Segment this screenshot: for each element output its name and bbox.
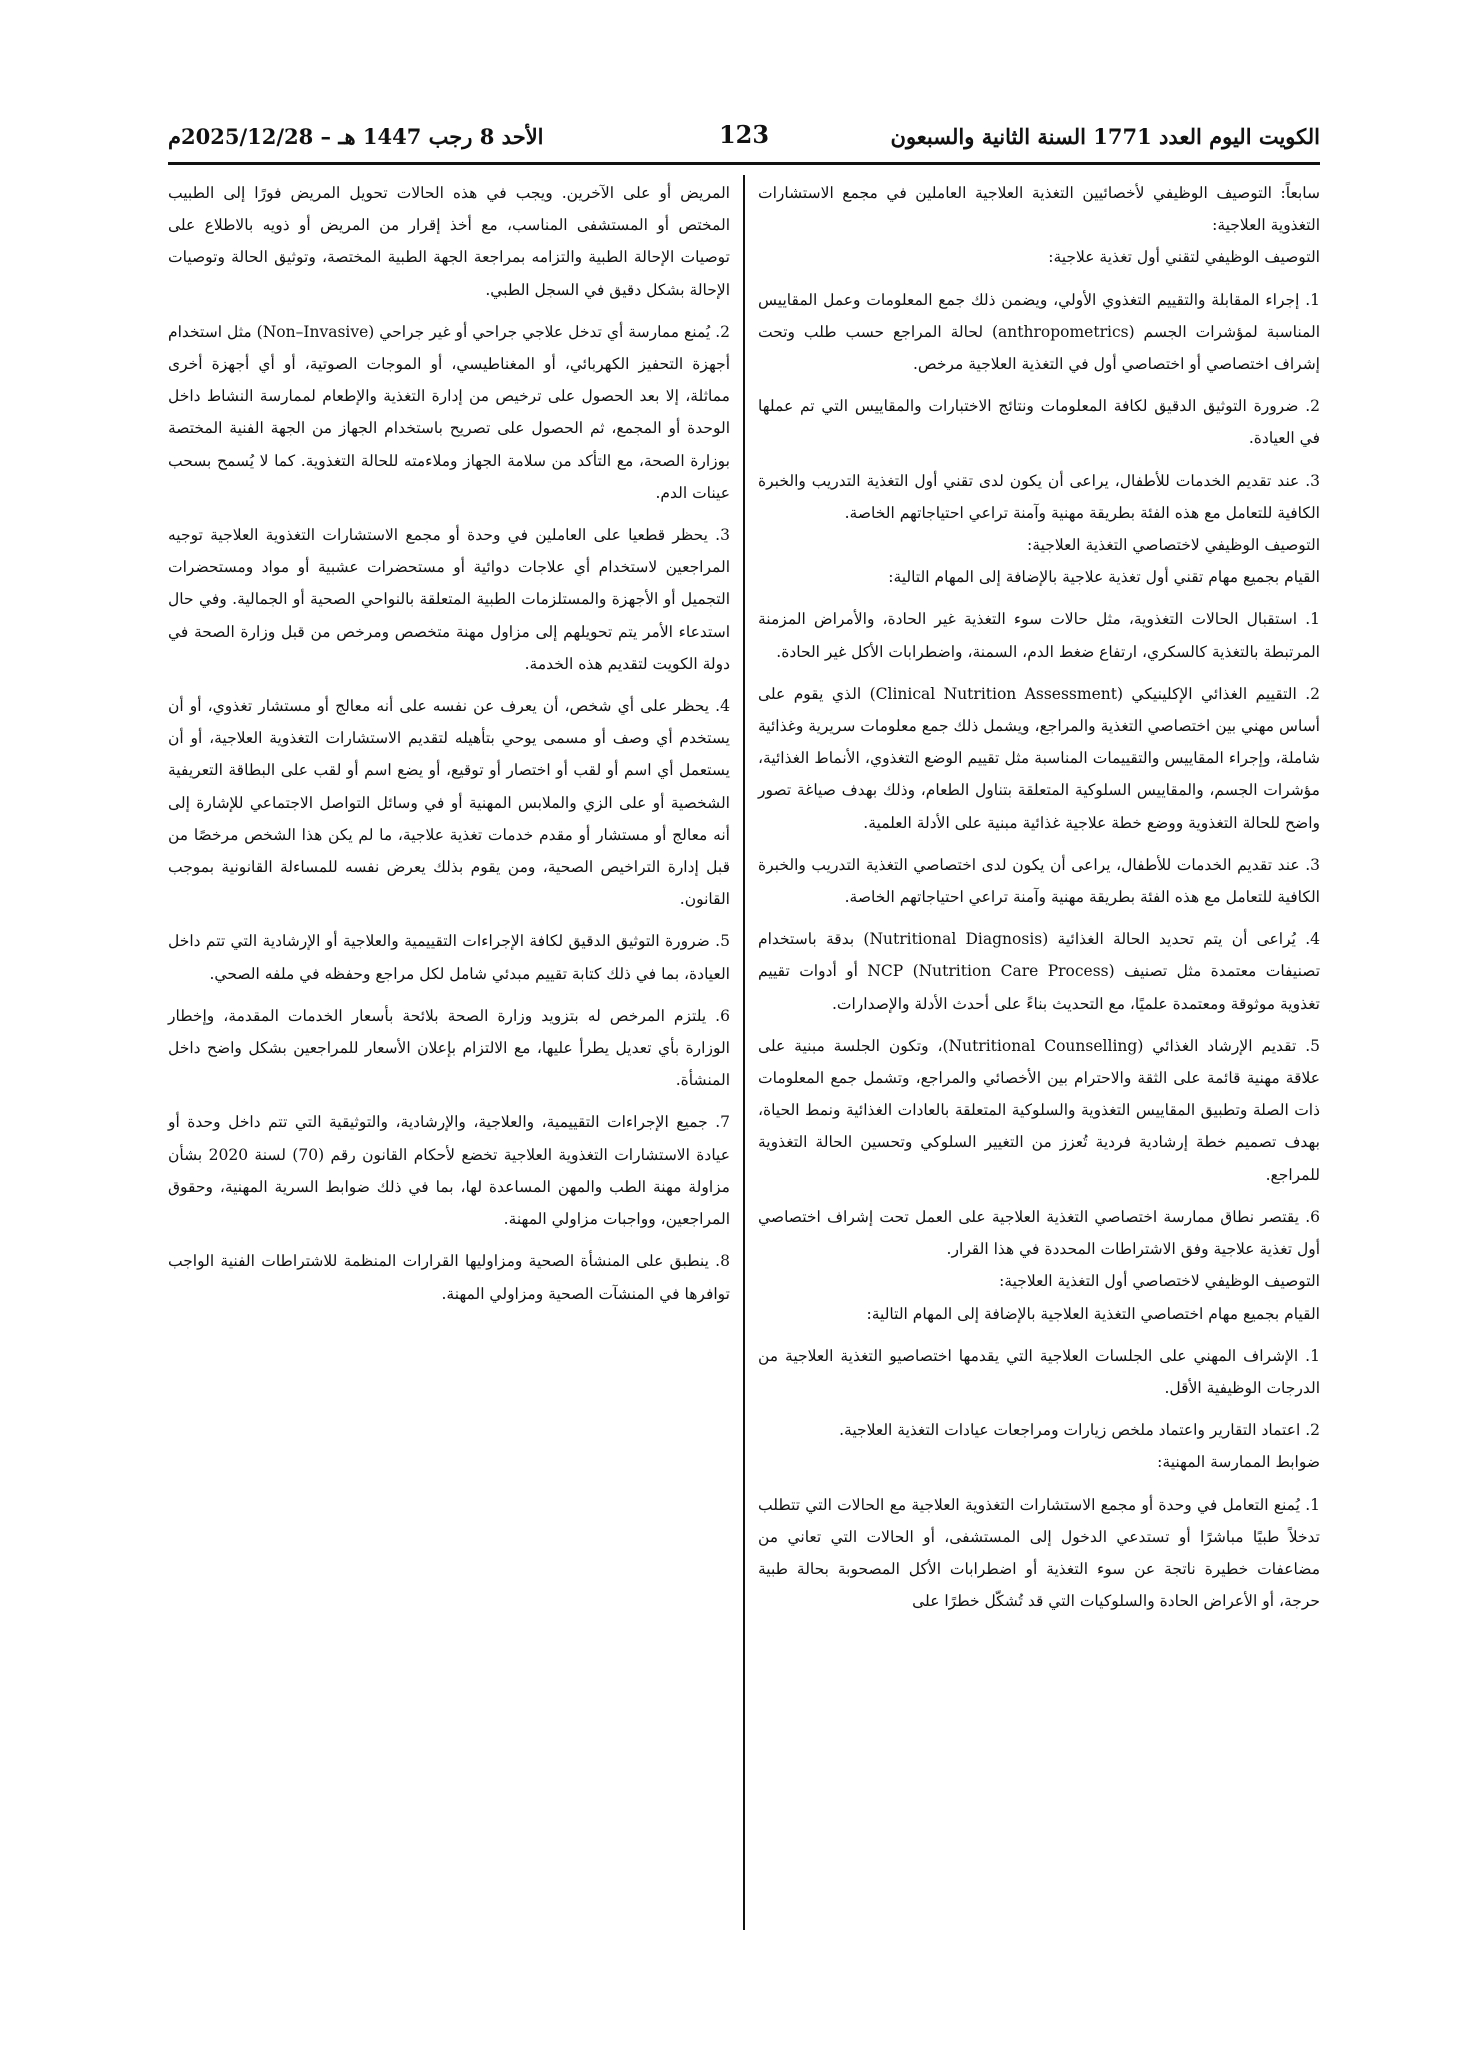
paragraph: 1. إجراء المقابلة والتقييم التغذوي الأولي، ويضمن ذلك جمع المعلومات وعمل المقاييس المناسبة لمؤشرات الجسم (anthropometrics) لحالة المراجع حسب طلب وتحت إشراف اختصاصي أو اختصاصي أول في التغذية العلاجية مرخص.: [758, 290, 1321, 374]
paragraph: 1. استقبال الحالات التغذوية، مثل حالات سوء التغذية غير الحادة، والأمراض المزمنة المرتبطة بالتغذية كالسكري، ارتفاع ضغط الدم، السمنة، واضطرابات الأكل غير الحادة.: [758, 610, 1320, 661]
paragraph: 7. جميع الإجراءات التقييمية، والعلاجية، والإرشادية، والتوثيقية التي تتم داخل وحدة أو عيادة الاستشارات التغذوية العلاجية تخضع لأحكام القانون رقم (70) لسنة 2020 بشأن مزاولة مهنة الطب والمهن المساعدة لها، بما في ذلك ضوابط السرية المهنية، وحقوق المراجعين، وواجبات مزاولي المهنة.: [168, 1113, 730, 1229]
issue-date: الأحد 8 رجب 1447 هـ – 2025/12/28م: [168, 124, 544, 149]
right-column: [758, 177, 1320, 1617]
paragraph: 2. التقييم الغذائي الإكلينيكي (Clinical Nutrition Assessment) الذي يقوم على أساس مهني بين اختصاصي التغذية والمراجع، ويشمل ذلك جمع معلومات سريرية وغذائية شاملة، وإجراء المقاييس والتقييمات المناسبة مثل تقييم الوضع التغذوي، الأنماط الغذائية، مؤشرات الجسم، والمقاييس السلوكية المتعلقة بتناول الطعام، وذلك بهدف صياغة تصور واضح للحالة التغذوية ووضع خطة علاجية غذائية مبنية على الأدلة العلمية.: [758, 684, 1321, 832]
paragraph: 2. اعتماد التقارير واعتماد ملخص زيارات ومراجعات عيادات التغذية العلاجية.: [839, 1421, 1320, 1440]
paragraph: القيام بجميع مهام تقني أول تغذية علاجية بالإضافة إلى المهام التالية:: [888, 568, 1320, 587]
paragraph: 2. يُمنع ممارسة أي تدخل علاجي جراحي أو غير جراحي (Non–Invasive) مثل استخدام أجهزة التحفيز الكهربائي، أو المغناطيسي، أو الموجات الصوتية، أو أي أجهزة أخرى مماثلة، إلا بعد الحصول على ترخيص من إدارة التغذية والإطعام لممارسة النشاط داخل الوحدة أو المجمع، ثم الحصول على تصريح باستخدام الجهاز من الجهة الفنية المختصة بوزارة الصحة، مع التأكد من سلامة الجهاز وملاءمته للحالة التغذوية. كما لا يُسمح بسحب عينات الدم.: [168, 322, 730, 502]
subheading: التوصيف الوظيفي لاختصاصي التغذية العلاجية:: [1027, 536, 1320, 555]
paragraph: 6. يقتصر نطاق ممارسة اختصاصي التغذية العلاجية على العمل تحت إشراف اختصاصي أول تغذية علاجية وفق الاشتراطات المحددة في هذا القرار.: [758, 1207, 1320, 1259]
paragraph: 6. يلتزم المرخص له بتزويد وزارة الصحة بلائحة بأسعار الخدمات المقدمة، وإخطار الوزارة بأي تعديل يطرأ عليها، مع الالتزام بإعلان الأسعار للمراجعين بشكل واضح داخل المنشأة.: [168, 1006, 730, 1090]
paragraph: 3. عند تقديم الخدمات للأطفال، يراعى أن يكون لدى اختصاصي التغذية التدريب والخبرة الكافية للتعامل مع هذه الفئة بطريقة مهنية وآمنة تراعي احتياجاتهم الخاصة.: [758, 855, 1320, 907]
paragraph: 1. يُمنع التعامل في وحدة أو مجمع الاستشارات التغذوية العلاجية مع الحالات التي تتطلب تدخلاً طبيًا مباشرًا أو تستدعي الدخول إلى المستشفى، أو الحالات التي تعاني من مضاعفات خطيرة ناتجة عن سوء التغذية أو اضطرابات الأكل المصحوبة بحالة طبية حرجة، أو الأعراض الحادة والسلوكيات التي قد تُشكّل خطرًا على: [758, 1495, 1320, 1611]
left-column: [168, 177, 730, 1310]
paragraph: 3. عند تقديم الخدمات للأطفال، يراعى أن يكون لدى تقني أول التغذية التدريب والخبرة الكافية للتعامل مع هذه الفئة بطريقة مهنية وآمنة تراعي احتياجاتهم الخاصة.: [758, 471, 1320, 522]
paragraph: 5. تقديم الإرشاد الغذائي (Nutritional Counselling)، وتكون الجلسة مبنية على علاقة مهنية قائمة على الثقة والاحترام بين الأخصائي والمراجع، وتشمل جمع المعلومات ذات الصلة وتطبيق المقاييس التغذوية والسلوكية المتعلقة بالعادات الغذائية ونمط الحياة، بهدف تصميم خطة إرشادية فردية تُعزز من التغيير السلوكي وتحسين الحالة التغذوية للمراجع.: [758, 1036, 1320, 1184]
paragraph: القيام بجميع مهام اختصاصي التغذية العلاجية بالإضافة إلى المهام التالية:: [866, 1304, 1320, 1323]
gazette-issue-title: الكويت اليوم العدد 1771 السنة الثانية والسبعون: [890, 124, 1320, 149]
paragraph: 5. ضرورة التوثيق الدقيق لكافة الإجراءات التقييمية والعلاجية أو الإرشادية التي تتم داخل العيادة، بما في ذلك كتابة تقييم مبدئي شامل لكل مراجع وحفظه في ملفه الصحي.: [168, 932, 730, 983]
subheading: التوصيف الوظيفي لتقني أول تغذية علاجية:: [1048, 248, 1320, 267]
paragraph: 8. ينطبق على المنشأة الصحية ومزاوليها القرارات المنظمة للاشتراطات الفنية الواجب توافرها في المنشآت الصحية ومزاولي المهنة.: [168, 1252, 730, 1303]
subheading: التوصيف الوظيفي لاختصاصي أول التغذية العلاجية:: [999, 1272, 1320, 1291]
subheading: ضوابط الممارسة المهنية:: [1157, 1453, 1320, 1472]
page-number: 123: [718, 120, 770, 149]
paragraph: 2. ضرورة التوثيق الدقيق لكافة المعلومات ونتائج الاختبارات والمقاييس التي تم عملها في العيادة.: [758, 397, 1320, 448]
column-divider: [743, 175, 745, 1930]
paragraph: المريض أو على الآخرين. ويجب في هذه الحالات تحويل المريض فورًا إلى الطبيب المختص أو المستشفى المناسب، مع أخذ إقرار من المريض أو ذويه بالاطلاع على توصيات الإحالة الطبية والتزامه بمراجعة الجهة الطبية المختصة، وتوثيق الحالة وتوصيات الإحالة بشكل دقيق في السجل الطبي.: [168, 184, 730, 299]
section-heading: سابعاً: التوصيف الوظيفي لأخصائيين التغذية العلاجية العاملين في مجمع الاستشارات التغذوية العلاجية:: [758, 184, 1320, 235]
paragraph: 4. يحظر على أي شخص، أن يعرف عن نفسه على أنه معالج أو مستشار تغذوي، أو أن يستخدم أي وصف أو مسمى يوحي بتأهيله لتقديم الاستشارات التغذوية العلاجية، أو أن يستعمل أي اسم أو لقب أو اختصار أو توقيع، أو يضع اسم أو لقب على البطاقة التعريفية الشخصية أو على الزي والملابس المهنية أو في وسائل التواصل الاجتماعي للإشارة إلى أنه معالج أو مستشار أو مقدم خدمات تغذية علاجية، ما لم يكن هذا الشخص مرخصًا من قبل إدارة التراخيص الصحية، ومن يقوم بذلك يعرض نفسه للمساءلة القانونية بموجب القانون.: [168, 697, 730, 909]
paragraph: 1. الإشراف المهني على الجلسات العلاجية التي يقدمها اختصاصيو التغذية العلاجية من الدرجات الوظيفية الأقل.: [758, 1346, 1320, 1397]
paragraph: 3. يحظر قطعيا على العاملين في وحدة أو مجمع الاستشارات التغذوية العلاجية توجيه المراجعين لاستخدام أي علاجات دوائية أو مستحضرات عشبية أو مواد ومستحضرات التجميل أو الأجهزة والمستلزمات الطبية المتعلقة بالنواحي الصحية أو الجمالية. وفي حال استدعاء الأمر يتم تحويلهم إلى مزاول مهنة متخصص ومرخص من قبل وزارة الصحة في دولة الكويت لتقديم هذه الخدمة.: [168, 526, 730, 673]
header-rule: [168, 162, 1320, 165]
paragraph: 4. يُراعى أن يتم تحديد الحالة الغذائية (Nutritional Diagnosis) بدقة باستخدام تصنيفات معتمدة مثل تصنيف NCP (Nutrition Care Process) أو أدوات تقييم تغذوية موثوقة ومعتمدة علميًا، مع التحديث بناءً على أحدث الأدلة والإصدارات.: [758, 930, 1321, 1013]
page-header: [168, 118, 1320, 162]
